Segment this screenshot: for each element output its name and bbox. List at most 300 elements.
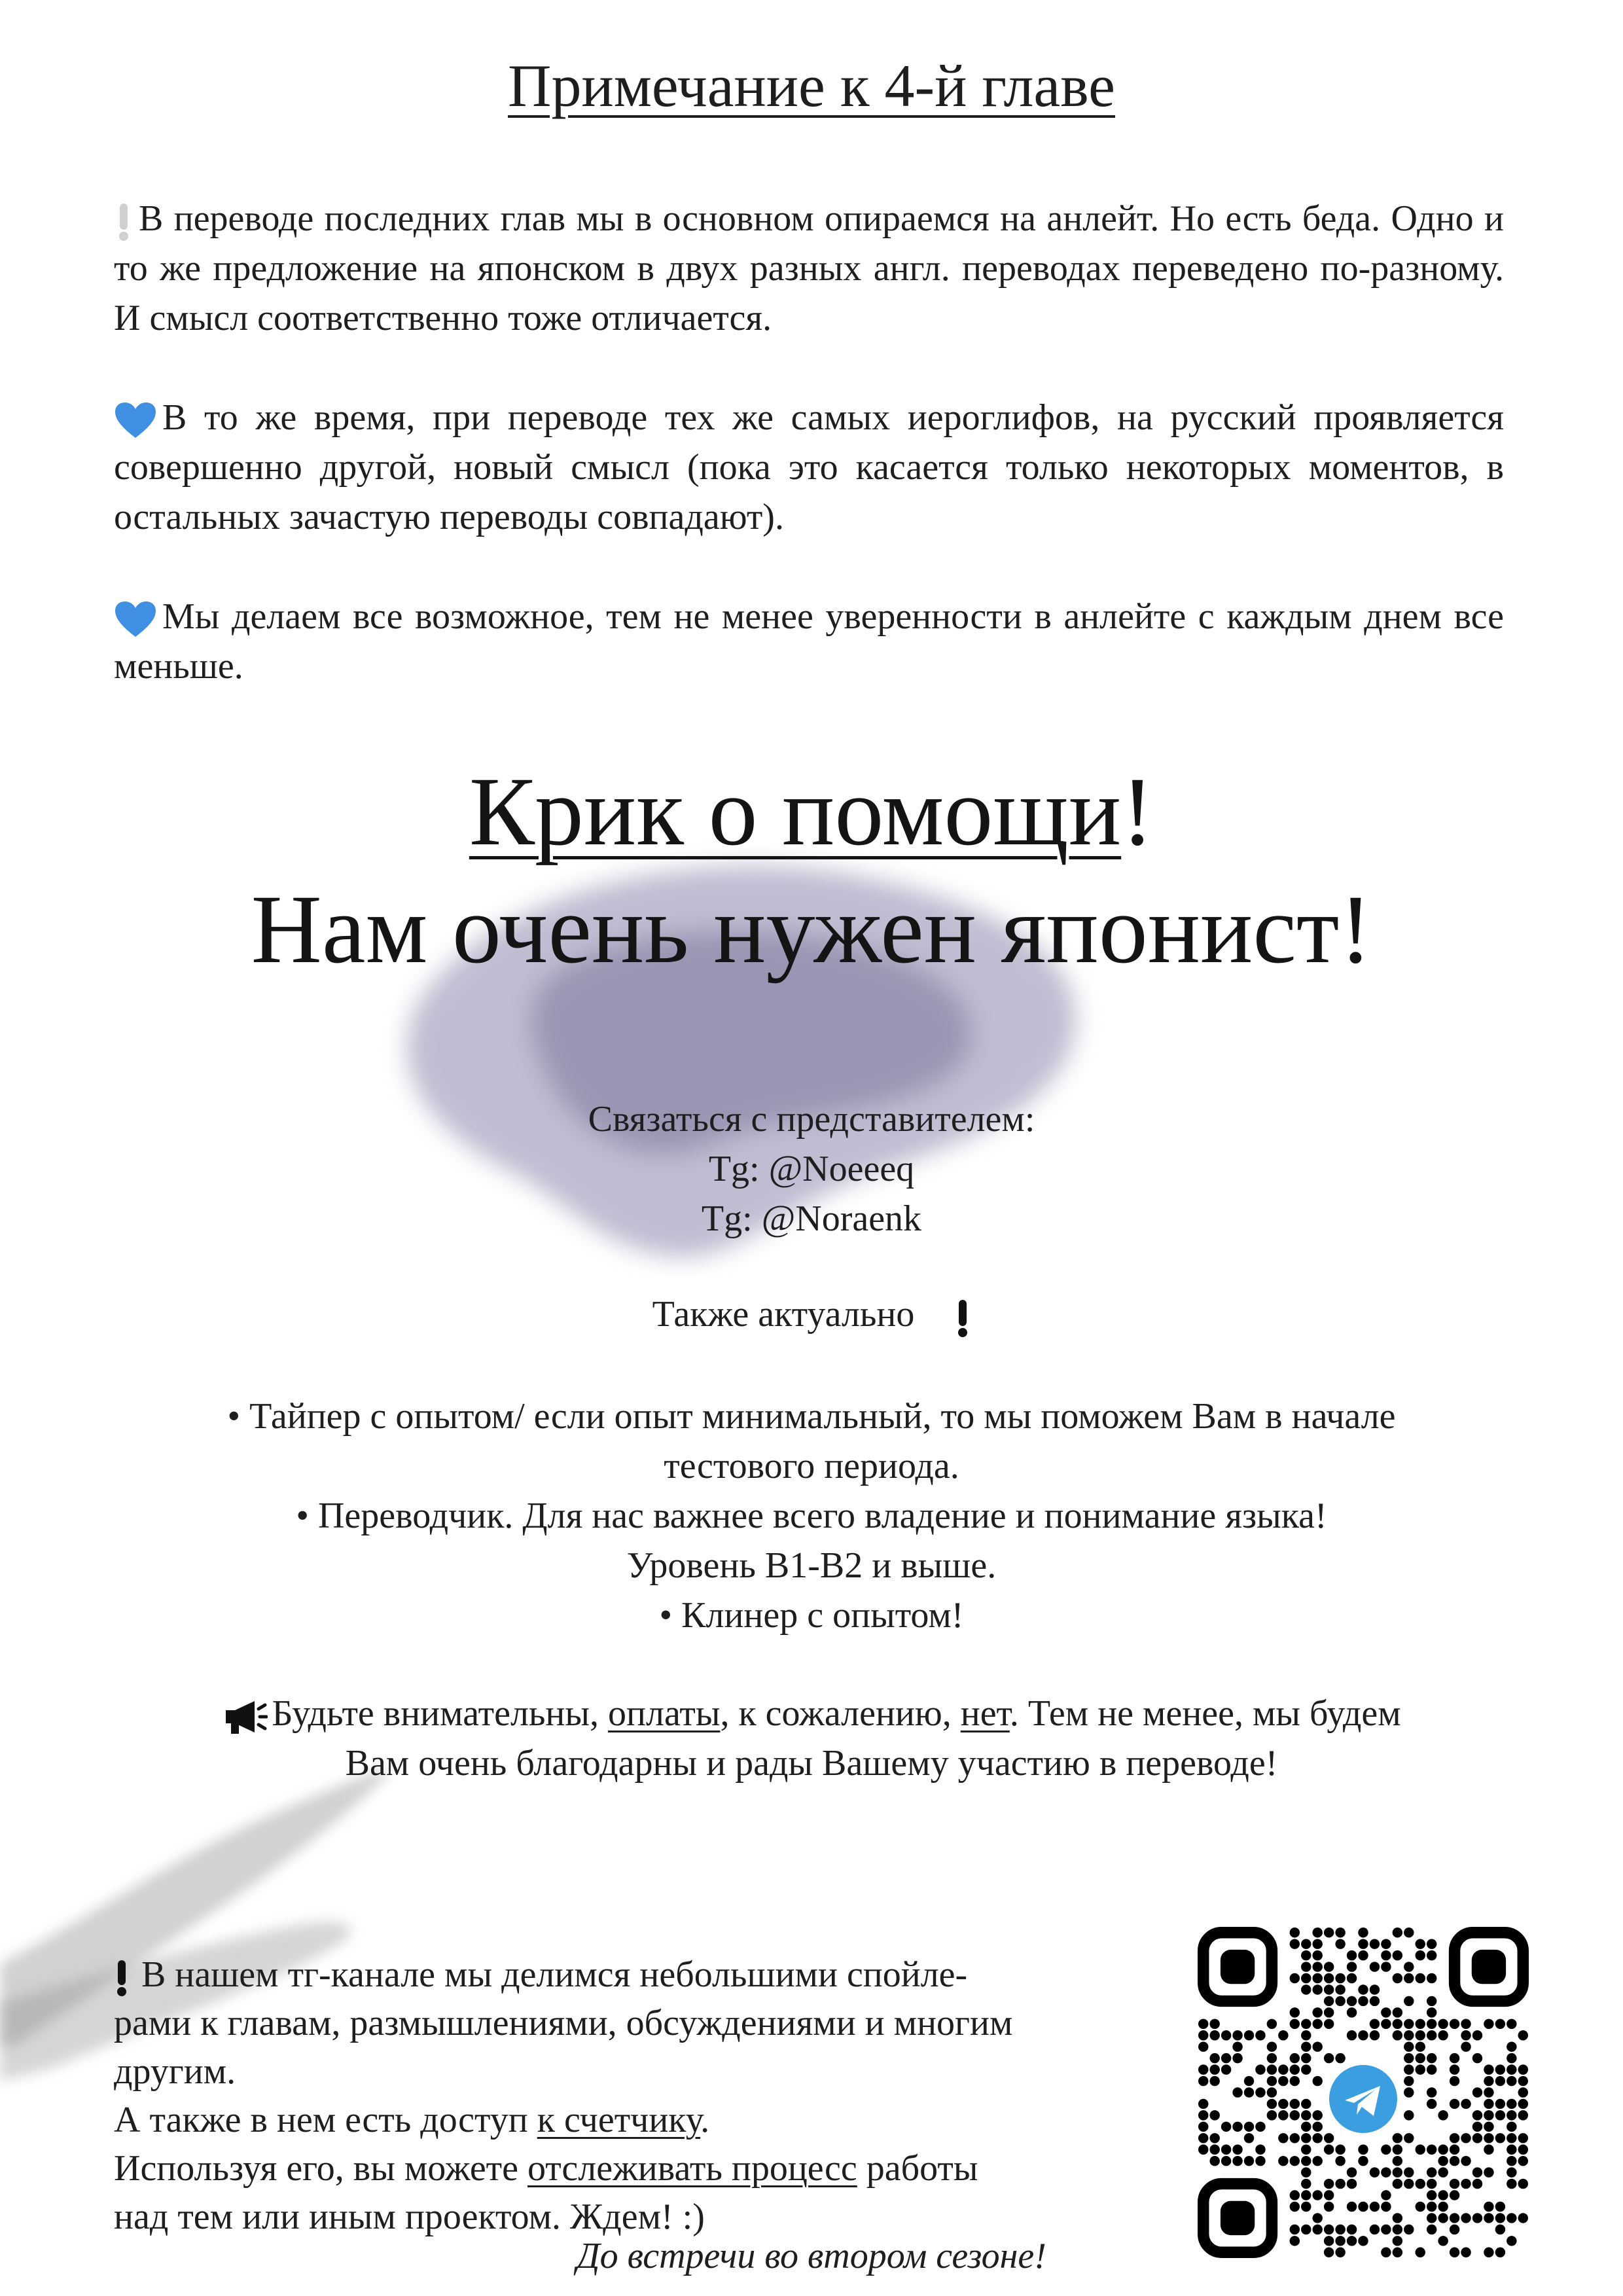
qr-module (1312, 2213, 1322, 2223)
qr-module (1255, 2122, 1265, 2132)
qr-module (1393, 2225, 1402, 2234)
qr-module (1427, 2145, 1436, 2155)
qr-module (1393, 2156, 1402, 2166)
qr-module (1381, 2007, 1391, 2017)
qr-module (1507, 2019, 1516, 2029)
qr-module (1301, 1984, 1311, 1994)
qr-module (1393, 2167, 1402, 2177)
qr-module (1461, 2179, 1471, 2189)
qr-module (1335, 2145, 1345, 2155)
qr-module (1198, 2122, 1208, 2132)
qr-module (1290, 2076, 1300, 2086)
qr-module (1347, 1973, 1357, 1983)
qr-module (1450, 2019, 1459, 2029)
qr-module (1255, 2156, 1265, 2166)
qr-module (1312, 2019, 1322, 2029)
qr-module (1495, 2099, 1505, 2109)
qr-module (1244, 2156, 1254, 2166)
qr-module (1209, 2053, 1219, 2063)
qr-module (1358, 1984, 1368, 1994)
qr-module (1324, 2019, 1334, 2029)
qr-module (1312, 1962, 1322, 1971)
qr-module (1507, 2099, 1516, 2109)
qr-module (1301, 2225, 1311, 2234)
qr-module (1381, 2225, 1391, 2234)
qr-module (1290, 2156, 1300, 2166)
qr-module (1450, 2076, 1459, 2086)
qr-module (1312, 2041, 1322, 2051)
qr-module (1267, 2099, 1277, 2109)
paragraph-note-2: В то же время, при переводе тех же самых иероглифов, на русский проявляется совершенно другой, новый смысл (пока это касается только некоторых моментов, в остальных зачастую переводы совпадают). (114, 397, 1504, 537)
qr-module (1416, 2019, 1425, 2029)
qr-module (1198, 2110, 1208, 2120)
qr-module (1427, 2225, 1436, 2234)
headline-cry-for-help: Крик о помощи! (469, 757, 1154, 866)
page-title: Примечание к 4-й главе (508, 52, 1115, 119)
telegram-contact-2[interactable]: Tg: @Noraenk (701, 1198, 922, 1239)
qr-module (1393, 2019, 1402, 2029)
qr-module (1393, 2213, 1402, 2223)
blue-heart-icon (114, 401, 157, 440)
also-relevant: Также актуально (0, 1289, 1623, 1339)
qr-module (1416, 2041, 1425, 2051)
qr-module (1461, 2019, 1471, 2029)
qr-module (1416, 1939, 1425, 1948)
qr-module (1518, 2179, 1528, 2189)
qr-module (1404, 2030, 1414, 2040)
qr-module (1312, 1939, 1322, 1948)
megaphone-icon (222, 1698, 268, 1735)
qr-module (1416, 2179, 1425, 2189)
qr-module (1198, 2064, 1208, 2074)
qr-code[interactable] (1198, 1927, 1529, 2258)
qr-module (1290, 2019, 1300, 2029)
qr-module (1244, 2030, 1254, 2040)
qr-module (1244, 2087, 1254, 2097)
qr-module (1301, 1973, 1311, 1983)
qr-module (1404, 2110, 1414, 2120)
qr-module (1267, 2053, 1277, 2063)
qr-module (1484, 2167, 1493, 2177)
qr-module (1518, 2145, 1528, 2155)
qr-module (1438, 2213, 1448, 2223)
exclamation-icon (955, 1297, 971, 1338)
qr-module (1324, 1984, 1334, 1994)
qr-module (1278, 2064, 1288, 2074)
qr-module (1301, 2019, 1311, 2029)
qr-module (1507, 2122, 1516, 2132)
qr-module (1416, 2145, 1425, 2155)
qr-module (1255, 2030, 1265, 2040)
qr-module (1221, 2030, 1231, 2040)
qr-module (1370, 2030, 1380, 2040)
contact-label: Связаться с представителем: (588, 1099, 1035, 1139)
qr-module (1381, 2167, 1391, 2177)
qr-module (1347, 2225, 1357, 2234)
qr-module (1301, 1950, 1311, 1960)
qr-module (1472, 2213, 1482, 2223)
qr-module (1438, 2145, 1448, 2155)
qr-module (1416, 2053, 1425, 2063)
qr-module (1198, 2019, 1208, 2029)
qr-module (1209, 2110, 1219, 2120)
qr-module (1427, 1950, 1436, 1960)
role-cleaner: • Клинер с опытом! (659, 1595, 964, 1636)
channel-info: В нашем тг-канале мы делимся небольшими спойле- рами к главам, размышлениями, обсуждениями и многим другим. А также в нем есть доступ к счетчику. Используя его, вы можете отслеживать процесс работы над тем или иным проектом. Ждем! :) (114, 1954, 1013, 2237)
qr-module (1381, 2190, 1391, 2200)
qr-module (1484, 2145, 1493, 2155)
qr-module (1507, 2213, 1516, 2223)
qr-module (1358, 2202, 1368, 2212)
qr-module (1244, 2133, 1254, 2143)
qr-module (1381, 1939, 1391, 1948)
qr-module (1244, 2122, 1254, 2132)
qr-module (1404, 2053, 1414, 2063)
qr-module (1267, 2087, 1277, 2097)
qr-module (1518, 2213, 1528, 2223)
qr-module (1416, 1973, 1425, 1983)
exclamation-icon (114, 202, 134, 242)
qr-module (1461, 2213, 1471, 2223)
qr-module (1324, 2225, 1334, 2234)
qr-module (1427, 2179, 1436, 2189)
counter-link[interactable]: к счетчику (537, 2100, 701, 2140)
qr-module (1312, 2133, 1322, 2143)
role-translator-cont: Уровень В1-В2 и выше. (626, 1545, 997, 1586)
qr-module (1484, 2087, 1493, 2097)
qr-module (1209, 2019, 1219, 2029)
qr-module (1404, 2225, 1414, 2234)
qr-module (1472, 2087, 1482, 2097)
qr-module (1472, 2053, 1482, 2063)
qr-module (1370, 2019, 1380, 2029)
qr-module (1393, 2133, 1402, 2143)
qr-module (1518, 2133, 1528, 2143)
qr-module (1358, 2156, 1368, 2166)
qr-module (1507, 2145, 1516, 2155)
qr-module (1381, 1950, 1391, 1960)
qr-module (1507, 2041, 1516, 2051)
qr-module (1370, 2202, 1380, 2212)
qr-module (1495, 2202, 1505, 2212)
qr-module (1301, 1939, 1311, 1948)
qr-module (1507, 2179, 1516, 2189)
qr-module (1518, 2110, 1528, 2120)
qr-module (1358, 1939, 1368, 1948)
qr-module (1312, 1984, 1322, 1994)
qr-module (1507, 2053, 1516, 2063)
qr-module (1461, 2156, 1471, 2166)
qr-module (1312, 2110, 1322, 2120)
qr-module (1290, 1939, 1300, 1948)
qr-module (1404, 2064, 1414, 2074)
qr-module (1404, 2179, 1414, 2189)
qr-module (1518, 2030, 1528, 2040)
qr-module (1427, 2099, 1436, 2109)
qr-module (1290, 2053, 1300, 2063)
qr-module (1404, 2167, 1414, 2177)
qr-module (1312, 1973, 1322, 1983)
qr-module (1450, 2225, 1459, 2234)
qr-module (1335, 2179, 1345, 2189)
qr-module (1301, 2156, 1311, 2166)
qr-module (1495, 2064, 1505, 2074)
qr-module (1438, 2110, 1448, 2120)
qr-module (1301, 2041, 1311, 2051)
qr-module (1461, 2041, 1471, 2051)
qr-module (1450, 2053, 1459, 2063)
qr-module (1312, 2156, 1322, 2166)
qr-module (1221, 2145, 1231, 2155)
qr-module (1450, 2179, 1459, 2189)
qr-module (1290, 2110, 1300, 2120)
qr-module (1393, 2030, 1402, 2040)
blue-heart-icon (114, 600, 157, 639)
qr-module (1290, 2225, 1300, 2234)
roles-list (0, 1391, 1623, 1640)
qr-module (1427, 2007, 1436, 2017)
qr-module (1209, 2064, 1219, 2074)
qr-module (1335, 1996, 1345, 2006)
telegram-contact-1[interactable]: Tg: @Noeeeq (708, 1149, 915, 1189)
qr-module (1461, 2133, 1471, 2143)
qr-module (1484, 2202, 1493, 2212)
qr-module (1393, 1973, 1402, 1983)
qr-module (1484, 2099, 1493, 2109)
qr-module (1198, 2030, 1208, 2040)
qr-module (1290, 2064, 1300, 2074)
qr-module (1450, 2156, 1459, 2166)
qr-module (1518, 2156, 1528, 2166)
qr-module (1290, 2007, 1300, 2017)
qr-module (1416, 2202, 1425, 2212)
qr-module (1198, 2076, 1208, 2086)
qr-module (1290, 2190, 1300, 2200)
qr-module (1450, 2099, 1459, 2109)
qr-module (1416, 2064, 1425, 2074)
qr-module (1278, 2099, 1288, 2109)
qr-module (1301, 2099, 1311, 2109)
qr-module (1209, 2145, 1219, 2155)
qr-module (1312, 2190, 1322, 2200)
qr-module (1427, 2030, 1436, 2040)
qr-module (1221, 2064, 1231, 2074)
qr-module (1427, 2190, 1436, 2200)
qr-module (1358, 2145, 1368, 2155)
qr-module (1450, 2064, 1459, 2074)
qr-module (1461, 2099, 1471, 2109)
qr-module (1393, 2007, 1402, 2017)
qr-module (1312, 1950, 1322, 1960)
qr-module (1427, 2202, 1436, 2212)
qr-module (1198, 2041, 1208, 2051)
qr-module (1232, 2145, 1242, 2155)
qr-module (1335, 2053, 1345, 2063)
qr-module (1381, 2202, 1391, 2212)
qr-module (1335, 2225, 1345, 2234)
qr-module (1312, 2122, 1322, 2132)
qr-module (1221, 2156, 1231, 2166)
qr-module (1370, 1996, 1380, 2006)
qr-module (1381, 1962, 1391, 1971)
qr-module (1232, 2041, 1242, 2051)
qr-module (1267, 2110, 1277, 2120)
qr-finder-pattern (1204, 1933, 1272, 2001)
qr-module (1461, 2030, 1471, 2040)
qr-finder-pattern (1455, 1933, 1524, 2001)
qr-module (1370, 2225, 1380, 2234)
qr-module (1209, 2030, 1219, 2040)
qr-module (1301, 2110, 1311, 2120)
qr-module (1312, 1928, 1322, 1937)
qr-module (1324, 1996, 1334, 2006)
qr-module (1370, 1962, 1380, 1971)
qr-module (1209, 2133, 1219, 2143)
qr-module (1335, 1984, 1345, 1994)
qr-module (1404, 2019, 1414, 2029)
qr-module (1324, 1973, 1334, 1983)
qr-module (1404, 2076, 1414, 2086)
qr-module (1232, 2030, 1242, 2040)
qr-module (1278, 2133, 1288, 2143)
qr-module (1472, 2122, 1482, 2132)
qr-module (1450, 2190, 1459, 2200)
qr-module (1484, 2076, 1493, 2086)
qr-module (1324, 2053, 1334, 2063)
paragraph-note-1: В переводе последних глав мы в основном опираемся на анлейт. Но есть беда. Одно и то же предложение на японском в двух разных англ. переводах переведено по-разному. И смысл соответственно тоже отличается. (114, 198, 1504, 338)
qr-module (1255, 2145, 1265, 2155)
qr-module (1244, 2076, 1254, 2086)
qr-module (1278, 2076, 1288, 2086)
qr-module (1404, 2133, 1414, 2143)
qr-module (1312, 2076, 1322, 2086)
qr-module (1301, 2167, 1311, 2177)
qr-module (1221, 2053, 1231, 2063)
qr-module (1232, 2156, 1242, 2166)
qr-module (1484, 2122, 1493, 2132)
qr-module (1290, 2099, 1300, 2109)
qr-module (1427, 2087, 1436, 2097)
qr-module (1495, 2225, 1505, 2234)
qr-module (1472, 2167, 1482, 2177)
qr-module (1198, 2145, 1208, 2155)
qr-module (1209, 2156, 1219, 2166)
qr-module (1518, 2087, 1528, 2097)
qr-module (1438, 2156, 1448, 2166)
qr-module (1495, 2213, 1505, 2223)
qr-module (1507, 2156, 1516, 2166)
qr-module (1301, 2179, 1311, 2189)
qr-module (1301, 2190, 1311, 2200)
qr-module (1290, 1928, 1300, 1937)
qr-module (1267, 2076, 1277, 2086)
qr-module (1495, 2019, 1505, 2029)
qr-module (1347, 1962, 1357, 1971)
qr-module (1427, 2053, 1436, 2063)
qr-module (1450, 2133, 1459, 2143)
qr-module (1324, 2145, 1334, 2155)
qr-module (1347, 1996, 1357, 2006)
qr-module (1198, 2099, 1208, 2109)
qr-module (1507, 2064, 1516, 2074)
qr-module (1427, 2167, 1436, 2177)
qr-module (1507, 2167, 1516, 2177)
qr-module (1324, 2133, 1334, 2143)
role-translator: • Переводчик. Для нас важнее всего владение и понимание языка! (296, 1496, 1327, 1536)
qr-module (1347, 2007, 1357, 2017)
qr-module (1312, 2225, 1322, 2234)
qr-module (1484, 2110, 1493, 2120)
qr-module (1472, 2110, 1482, 2120)
qr-module (1450, 2213, 1459, 2223)
qr-module (1507, 2076, 1516, 2086)
qr-module (1393, 1950, 1402, 1960)
qr-module (1335, 2156, 1345, 2166)
qr-module (1484, 2133, 1493, 2143)
role-typer: • Тайпер с опытом/ если опыт минимальный, то мы поможем Вам в начале (227, 1396, 1396, 1437)
qr-module (1507, 2133, 1516, 2143)
qr-module (1301, 2030, 1311, 2040)
qr-module (1438, 2019, 1448, 2029)
qr-module (1347, 2179, 1357, 2189)
qr-module (1301, 2064, 1311, 2074)
qr-module (1484, 2064, 1493, 2074)
qr-module (1301, 2133, 1311, 2143)
qr-module (1290, 2133, 1300, 2143)
qr-module (1347, 2167, 1357, 2177)
exclamation-icon (114, 1959, 130, 1997)
closing-line: До встречи во втором сезоне! (577, 2236, 1046, 2276)
qr-module (1301, 2122, 1311, 2132)
qr-module (1416, 2030, 1425, 2040)
qr-module (1335, 1939, 1345, 1948)
qr-module (1393, 1928, 1402, 1937)
contact-block (0, 1094, 1623, 1244)
qr-module (1198, 2133, 1208, 2143)
telegram-icon (1329, 2065, 1397, 2133)
qr-module (1495, 2133, 1505, 2143)
qr-module (1358, 2030, 1368, 2040)
qr-module (1404, 1996, 1414, 2006)
qr-module (1427, 1939, 1436, 1948)
qr-module (1267, 2064, 1277, 2074)
qr-module (1232, 2087, 1242, 2097)
qr-module (1358, 1950, 1368, 1960)
qr-module (1267, 2019, 1277, 2029)
headline-need-japanese: Нам очень нужен японист! (251, 875, 1372, 984)
qr-module (1472, 2179, 1482, 2189)
qr-module (1495, 2110, 1505, 2120)
paragraph-note-3: Мы делаем все возможное, тем не менее уверенности в анлейте с каждым днем все меньше. (114, 596, 1504, 687)
qr-module (1404, 1962, 1414, 1971)
qr-module (1324, 2179, 1334, 2189)
qr-module (1427, 1996, 1436, 2006)
qr-module (1518, 2076, 1528, 2086)
qr-module (1370, 1984, 1380, 1994)
qr-module (1472, 2030, 1482, 2040)
qr-module (1278, 2030, 1288, 2040)
payment-warning: Будьте внимательны, оплаты, к сожалению, нет. Тем не менее, мы будем Вам очень благодарны и рады Вашему участию в переводе! (0, 1689, 1623, 1788)
qr-module (1427, 1973, 1436, 1983)
qr-module (1358, 1928, 1368, 1937)
qr-module (1278, 2156, 1288, 2166)
qr-module (1232, 2053, 1242, 2063)
qr-module (1347, 2202, 1357, 2212)
qr-module (1324, 2202, 1334, 2212)
track-process-link[interactable]: отслеживать процесс (527, 2148, 857, 2189)
qr-module (1335, 1928, 1345, 1937)
qr-module (1370, 1939, 1380, 1948)
